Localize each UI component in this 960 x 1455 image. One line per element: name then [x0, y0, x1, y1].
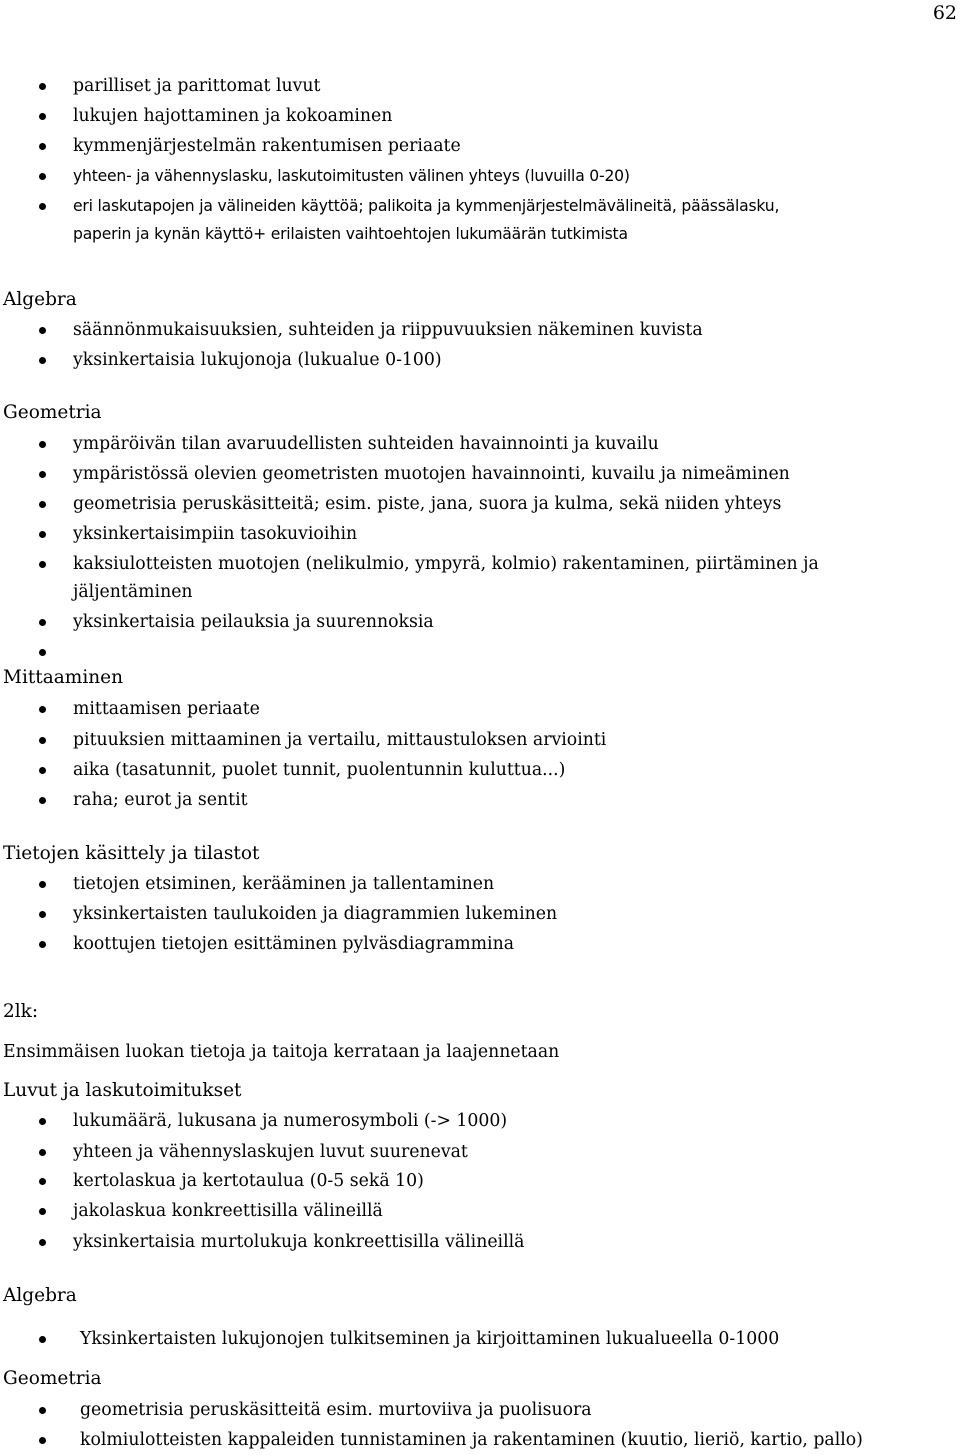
section-heading-algebra: Algebra [3, 1285, 77, 1306]
list-item: kymmenjärjestelmän rakentumisen periaate [73, 136, 461, 156]
section-heading-geometria: Geometria [3, 1368, 102, 1389]
list-item: yksinkertaisia peilauksia ja suurennoksia [73, 612, 434, 632]
list-item: kertolaskua ja kertotaulua (0-5 sekä 10) [73, 1171, 424, 1191]
list-item: kaksiulotteisten muotojen (nelikulmio, ympyrä, kolmio) rakentaminen, piirtäminen ja [73, 554, 819, 574]
list-item: lukumäärä, lukusana ja numerosymboli (-> 1000) [73, 1111, 508, 1131]
section-heading-algebra: Algebra [3, 289, 77, 310]
list-item: aika (tasatunnit, puolet tunnit, puolentunnin kuluttua...) [73, 760, 566, 780]
list-item: geometrisia peruskäsitteitä esim. murtoviiva ja puolisuora [80, 1400, 592, 1420]
list-item: raha; eurot ja sentit [73, 790, 248, 810]
list-item: parilliset ja parittomat luvut [73, 76, 321, 96]
list-item: lukujen hajottaminen ja kokoaminen [73, 106, 393, 126]
list-item-continuation: jäljentäminen [73, 582, 193, 602]
list-item: säännönmukaisuuksien, suhteiden ja riippuvuuksien näkeminen kuvista [73, 320, 703, 340]
list-item-continuation: paperin ja kynän käyttö+ erilaisten vaihtoehtojen lukumäärän tutkimista [73, 225, 628, 243]
list-item: ympäröivän tilan avaruudellisten suhteiden havainnointi ja kuvailu [73, 434, 659, 454]
grade-heading: 2lk: [3, 1001, 39, 1022]
list-item: yksinkertaisten taulukoiden ja diagrammien lukeminen [73, 904, 558, 924]
section-heading-luvut: Luvut ja laskutoimitukset [3, 1080, 242, 1101]
list-item: kolmiulotteisten kappaleiden tunnistaminen ja rakentaminen (kuutio, lieriö, kartio, pallo) [80, 1430, 863, 1450]
section-heading-geometria: Geometria [3, 402, 102, 423]
list-item: ympäristössä olevien geometristen muotojen havainnointi, kuvailu ja nimeäminen [73, 464, 790, 484]
list-item: yhteen ja vähennyslaskujen luvut suurenevat [73, 1142, 468, 1162]
section-heading-mittaaminen: Mittaaminen [3, 667, 124, 688]
list-item: tietojen etsiminen, kerääminen ja tallentaminen [73, 874, 495, 894]
list-item: yksinkertaisia murtolukuja konkreettisilla välineillä [73, 1232, 525, 1252]
list-item: yhteen- ja vähennyslasku, laskutoimitusten välinen yhteys (luvuilla 0-20) [73, 164, 630, 188]
list-item: eri laskutapojen ja välineiden käyttöä; palikoita ja kymmenjärjestelmävälineitä, päässälasku, [73, 194, 779, 218]
section-heading-tietojen-kasittely: Tietojen käsittely ja tilastot [3, 843, 260, 864]
list-item: pituuksien mittaaminen ja vertailu, mittaustuloksen arviointi [73, 730, 607, 750]
list-item: yksinkertaisia lukujonoja (lukualue 0-100) [73, 350, 442, 370]
page-number: 62 [932, 2, 957, 24]
list-item: mittaamisen periaate [73, 699, 260, 719]
list-item: Yksinkertaisten lukujonojen tulkitseminen ja kirjoittaminen lukualueella 0-1000 [80, 1329, 780, 1349]
list-item: yksinkertaisimpiin tasokuvioihin [73, 524, 358, 544]
list-item: geometrisia peruskäsitteitä; esim. piste, jana, suora ja kulma, sekä niiden yhteys [73, 494, 782, 514]
list-item: jakolaskua konkreettisilla välineillä [73, 1201, 383, 1221]
list-item: koottujen tietojen esittäminen pylväsdiagrammina [73, 934, 515, 954]
grade-intro: Ensimmäisen luokan tietoja ja taitoja kerrataan ja laajennetaan [3, 1042, 560, 1062]
